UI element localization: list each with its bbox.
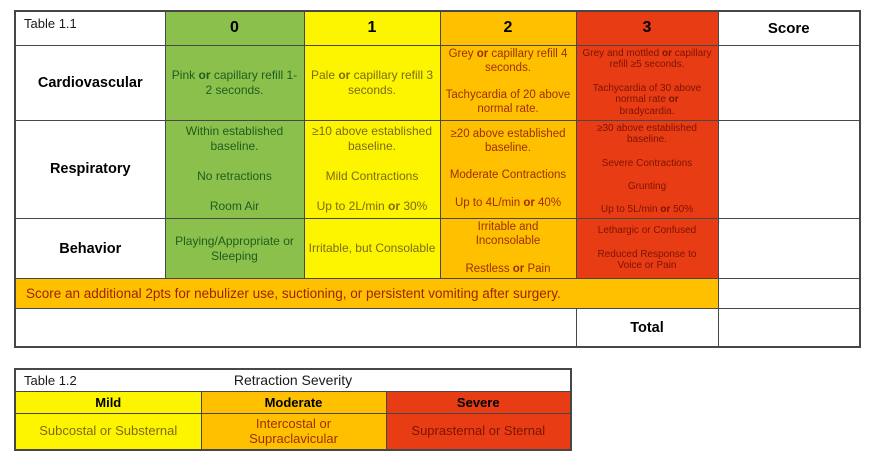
- behavior-score0-cell: Playing/Appropriate or Sleeping: [165, 219, 304, 279]
- severity-moderate-label: Moderate: [201, 391, 386, 413]
- behavior-row: [15, 219, 860, 279]
- behavior-score-entry-cell: [718, 219, 860, 279]
- behavior-score1-cell: Irritable, but Consolable: [304, 219, 440, 279]
- row-label-respiratory: Respiratory: [15, 120, 165, 219]
- table-1-2-header-cell: [15, 369, 571, 391]
- row-label-behavior: Behavior: [15, 219, 165, 279]
- table-1-2-title: Table 1.2: [24, 373, 77, 388]
- total-label: Total: [576, 309, 718, 347]
- respiratory-score-entry-cell: [718, 120, 860, 219]
- respiratory-score2-cell: ≥20 above established baseline. Moderate Contractions Up to 4L/min or 40%: [440, 120, 576, 219]
- column-header-3: 3: [576, 11, 718, 45]
- cardiovascular-score3-cell: Grey and mottled or capillary refill ≥5 seconds. Tachycardia of 30 above normal rate or bradycardia.: [576, 45, 718, 120]
- total-score-entry-cell: [718, 309, 860, 347]
- cardiovascular-score-entry-cell: [718, 45, 860, 120]
- total-row: [15, 309, 860, 347]
- additional-points-row: [15, 279, 860, 309]
- column-header-0: 0: [165, 11, 304, 45]
- behavior-score3-cell: Lethargic or Confused Reduced Response to Voice or Pain: [576, 219, 718, 279]
- severity-mild-label: Mild: [15, 391, 201, 413]
- row-label-cardiovascular: Cardiovascular: [15, 45, 165, 120]
- severity-label-row: [15, 391, 571, 413]
- score-column-header: Score: [718, 11, 860, 45]
- additional-points-score-entry-cell: [718, 279, 860, 309]
- table-1-2-header-row: [15, 369, 571, 391]
- cardiovascular-score0-cell: Pink or capillary refill 1-2 seconds.: [165, 45, 304, 120]
- severity-value-row: [15, 413, 571, 450]
- severity-moderate-value: Intercostal or Supraclavicular: [201, 413, 386, 450]
- respiratory-score3-cell: ≥30 above established baseline. Severe Contractions Grunting Up to 5L/min or 50%: [576, 120, 718, 219]
- column-header-2: 2: [440, 11, 576, 45]
- header-row: [15, 11, 860, 45]
- severity-severe-label: Severe: [386, 391, 571, 413]
- retraction-severity-table-1-2: [14, 368, 572, 451]
- additional-points-note: Score an additional 2pts for nebulizer use, suctioning, or persistent vomiting after surgery.: [15, 279, 718, 309]
- total-row-spacer: [15, 309, 576, 347]
- cardiovascular-score1-cell: Pale or capillary refill 3 seconds.: [304, 45, 440, 120]
- respiratory-score0-cell: Within established baseline. No retractions Room Air: [165, 120, 304, 219]
- respiratory-score1-cell: ≥10 above established baseline. Mild Contractions Up to 2L/min or 30%: [304, 120, 440, 219]
- severity-mild-value: Subcostal or Substernal: [15, 413, 201, 450]
- retraction-severity-heading: Retraction Severity: [233, 372, 353, 389]
- respiratory-row: [15, 120, 860, 219]
- severity-severe-value: Suprasternal or Sternal: [386, 413, 571, 450]
- cardiovascular-score2-cell: Grey or capillary refill 4 seconds. Tachycardia of 20 above normal rate.: [440, 45, 576, 120]
- table-1-1-title: Table 1.1: [15, 11, 165, 45]
- score-table-1-1: [14, 10, 861, 348]
- column-header-1: 1: [304, 11, 440, 45]
- cardiovascular-row: [15, 45, 860, 120]
- behavior-score2-cell: Irritable and Inconsolable Restless or Pain: [440, 219, 576, 279]
